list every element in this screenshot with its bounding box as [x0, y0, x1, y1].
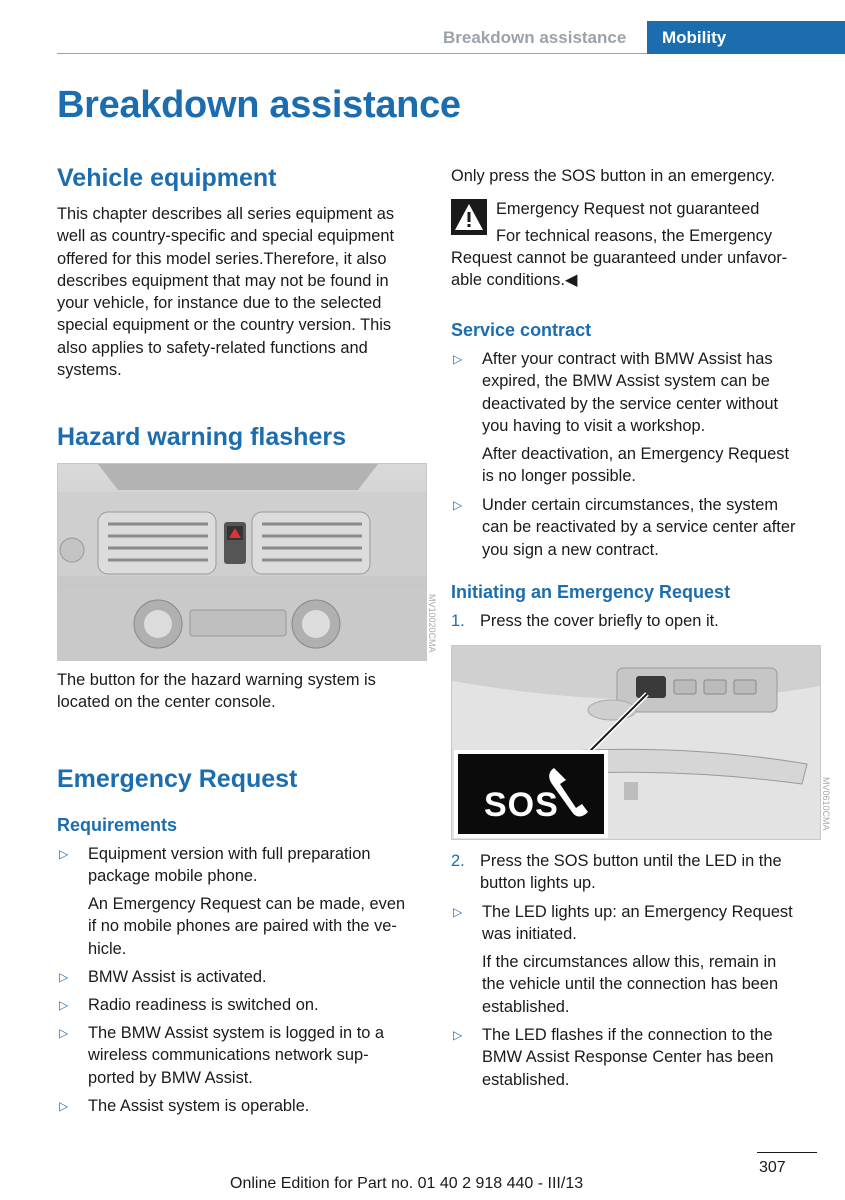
footer-edition: Online Edition for Part no. 01 40 2 918 440 - III/13 — [230, 1175, 584, 1192]
heading-service-contract: Service contract — [451, 320, 592, 340]
sos-label: SOS — [484, 786, 559, 824]
hazard-console-figure — [57, 463, 427, 661]
warning-body: Request cannot be guaranteed under unfavor‐ able conditions.◀ — [451, 249, 788, 290]
heading-vehicle-equipment: Vehicle equipment — [57, 164, 277, 192]
header-chapter-tab — [647, 21, 845, 54]
step-number: 2. — [451, 852, 465, 870]
bullet-marker: ▷ — [59, 970, 69, 984]
bullet-marker: ▷ — [453, 498, 463, 512]
bullet-marker: ▷ — [59, 1026, 69, 1040]
hazard-console-illustration — [58, 464, 426, 660]
sos-overhead-figure — [451, 645, 821, 840]
bullet-marker: ▷ — [59, 998, 69, 1012]
page-title: Breakdown assistance — [57, 84, 461, 126]
bullet-marker: ▷ — [59, 1099, 69, 1113]
bullet-marker: ▷ — [453, 352, 463, 366]
heading-initiating-emergency: Initiating an Emergency Request — [451, 582, 731, 602]
header-chapter-label: Mobility — [662, 28, 727, 47]
step-number: 1. — [451, 612, 465, 630]
bullet-marker: ▷ — [59, 847, 69, 861]
bullet-marker: ▷ — [453, 905, 463, 919]
heading-emergency-request: Emergency Request — [57, 765, 298, 793]
figure-code-hazard: MV10020CMA — [427, 594, 437, 653]
warning-line-1: For technical reasons, the Emergency — [496, 227, 773, 245]
heading-requirements: Requirements — [57, 815, 178, 835]
header-section-title: Breakdown assistance — [443, 28, 627, 47]
heading-hazard-warning-flashers: Hazard warning flashers — [57, 423, 346, 451]
vehicle-equipment-paragraph: This chapter describes all series equipment as well as country-specific and special equipment offered for this model series.Therefore, it also describes equipment that may not be found in your vehicle, for instance due to the selected special equipment or the country version. This also applies to safety-related functions and systems. — [57, 205, 395, 380]
warning-icon — [451, 199, 487, 235]
page-number-rule — [757, 1152, 817, 1153]
bullet-marker: ▷ — [453, 1028, 463, 1042]
warning-title: Emergency Request not guaranteed — [496, 200, 760, 218]
figure-code-sos: MV0610CMA — [821, 777, 831, 831]
phone-icon — [544, 764, 594, 820]
page-number: 307 — [759, 1159, 786, 1176]
hazard-paragraph: The button for the hazard warning system is located on the center console. — [57, 671, 376, 712]
sos-intro: Only press the SOS button in an emergency. — [451, 167, 776, 185]
